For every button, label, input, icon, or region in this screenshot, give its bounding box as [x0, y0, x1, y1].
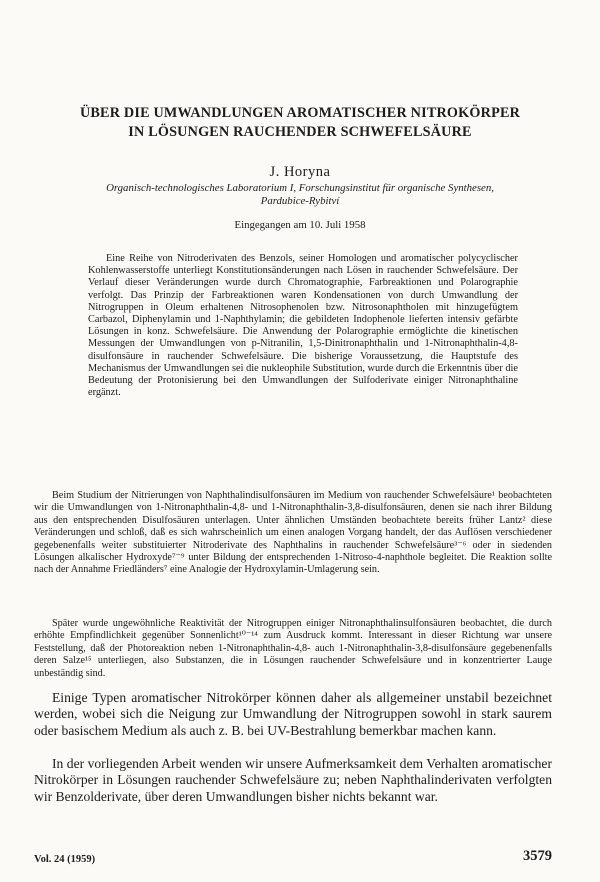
title-line-2: IN LÖSUNGEN RAUCHENDER SCHWEFELSÄURE	[128, 124, 472, 140]
page-number: 3579	[523, 848, 552, 864]
title-line-1: ÜBER DIE UMWANDLUNGEN AROMATISCHER NITROKÖRPER	[79, 105, 521, 121]
journal-volume: Vol. 24 (1959)	[34, 854, 96, 865]
affiliation	[40, 182, 560, 208]
affiliation-line-2: Pardubice-Rybitví	[260, 195, 340, 207]
received-date: Eingegangen am 10. Juli 1958	[234, 219, 366, 231]
body-paragraph-1: Beim Studium der Nitrierungen von Naphthalindisulfonsäuren im Medium von rauchender Schwefelsäure¹ beobachteten wir die Umwandlungen von 1-Nitronaphthalin-4,8- und 1-Nitronaphthalin-3,8-disulfonsäuren, denen sie nach ihrer Bildung aus den entsprechenden Disulfosäuren unterlagen. Unter ähnlichen Umständen beobachtete bereits früher Lantz² diese Veränderungen und schloß, daß es sich wahrscheinlich um einen analogen Vorgang handelt, der das Auflösen verschiedener gegebenenfalls weiter substituierter Nitroderivate des Naphthalins in rauchender Schwefelsäure³⁻⁶ oder in siedenden Lösungen alkalischer Hydroxyde⁷⁻⁹ unter Bildung der entsprechenden 1-Nitroso-4-naphthole begleitet. Die Reaktion sollte nach der Annahme Friedländers⁷ eine Analogie der Hydroxylamin-Umlagerung sein.	[34, 490, 552, 576]
author-name: J. Horyna	[269, 164, 331, 180]
body-paragraph-2: Später wurde ungewöhnliche Reaktivität der Nitrogruppen einiger Nitronaphthalinsulfonsäuren beobachtet, die durch erhöhte Empfindlichkeit gegenüber Sonnenlicht¹⁰⁻¹⁴ zum Ausdruck kommt. Interessant in dieser Richtung war unsere Feststellung, daß der Photoreaktion neben 1-Nitronaphthalin-4,8- auch 1-Nitronaphthalin-3,8-disulfonsäure gegebenenfalls deren Salze¹⁵ unterliegen, also Substanzen, die in Lösungen rauchender Schwefelsäure und in konzentrierter Lauge unbeständig sind.	[34, 618, 552, 679]
body-paragraph-4: In der vorliegenden Arbeit wenden wir unsere Aufmerksamkeit dem Verhalten aromatischer Nitrokörper in Lösungen rauchender Schwefelsäure zu; neben Naphthalinderivaten verfolgten wir Benzolderivate, über deren Umwandlungen bisher nichts bekannt war.	[34, 756, 552, 804]
abstract: Eine Reihe von Nitroderivaten des Benzols, seiner Homologen und aromatischer polycyclischer Kohlenwasserstoffe unterliegt Konstitutionsänderungen nach Lösen in rauchender Schwefelsäure. Der Verlauf dieser Veränderungen wurde durch Chromatographie, Farbreaktionen und Polarographie verfolgt. Das Prinzip der Farbreaktionen waren Kondensationen von durch Umwandlung der Nitrogruppen in Oleum erhaltenen Nitrosophenolen bzw. Nitrosonaphtholen mit hinzugefügtem Carbazol, Diphenylamin und 1-Naphthylamin; die gebildeten Indophenole lieferten intensiv gefärbte Lösungen in konz. Schwefelsäure. Die Anwendung der Polarographie ermöglichte die kinetischen Messungen der Umwandlungen von p-Nitranilin, 1,5-Dinitronaphthalin und 1-Nitronaphthalin-4,8-disulfonsäure in rauchender Schwefelsäure. Die bisherige Voraussetzung, die Hauptstufe des Mechanismus der Umwandlungen sei die nukleophile Substitution, wurde durch die Erkenntnis über die Bedeutung der Protonisierung bei den Umwandlungen der Sulfoderivate einiger Nitronaphthaline ergänzt.	[88, 253, 518, 399]
body-paragraph-3: Einige Typen aromatischer Nitrokörper können daher als allgemeiner unstabil bezeichnet werden, wobei sich die Neigung zur Umwandlung der Nitrogruppen sowohl in stark saurem oder basischem Medium als auch z. B. bei UV-Bestrahlung bemerkbar machen kann.	[34, 690, 552, 738]
affiliation-line-1: Organisch-technologisches Laboratorium I, Forschungsinstitut für organische Synthesen,	[106, 182, 494, 194]
article-title	[60, 104, 540, 142]
